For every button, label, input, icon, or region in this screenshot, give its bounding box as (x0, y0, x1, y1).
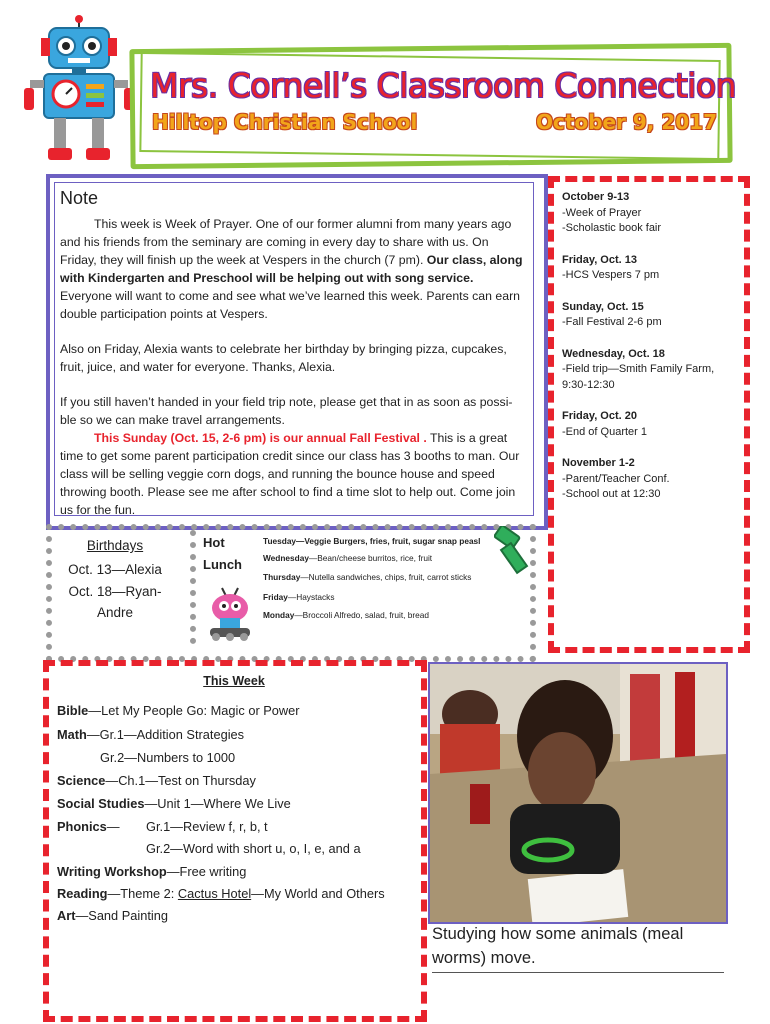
newsletter-date: October 9, 2017 (536, 110, 718, 134)
subject-text: —Ch.1—Test on Thursday (105, 773, 256, 788)
calendar-list (562, 190, 732, 519)
subject-science (57, 773, 256, 788)
lunch-item (263, 536, 480, 546)
lunch-food: —Bean/cheese burritos, rice, fruit (308, 553, 433, 563)
note-text: This is a great time to get some parent participation credit since our class has 3 booths to man. Our class will be selling veggie corn dogs, and running the bounce house and speed throwing booth. Please see me after school to find a time slot to help out. Come join us for the fun. (60, 431, 520, 517)
hot-label: Hot (203, 535, 225, 550)
calendar-event (562, 409, 732, 440)
calendar-event (562, 190, 732, 237)
subject-text: —Free writing (166, 864, 247, 879)
subject-phonics-gr1: Gr.1—Review f, r, b, t (146, 819, 268, 834)
note-red-text: This Sunday (Oct. 15, 2-6 pm) is our annual Fall Festival . (94, 431, 427, 445)
subject-reading (57, 886, 385, 901)
subject-art (57, 908, 168, 923)
hot-lunch-heading (203, 532, 242, 576)
subject-label: Bible (57, 703, 89, 718)
subject-label: Phonics (57, 819, 107, 834)
calendar-event-title: Friday, Oct. 13 (562, 253, 637, 266)
photo-illustration (430, 664, 726, 922)
lunch-day: Tuesday (263, 536, 297, 546)
school-name: Hilltop Christian School (152, 110, 418, 134)
this-week-title: This Week (203, 674, 265, 688)
calendar-event-detail: -End of Quarter 1 (562, 425, 647, 438)
calendar-event-detail: -Fall Festival 2-6 pm (562, 316, 662, 328)
newsletter-title: Mrs. Cornell’s Classroom Connection (150, 66, 737, 105)
subject-phonics (57, 819, 120, 834)
subject-text: —Sand Painting (75, 908, 168, 923)
subject-text: —Theme 2: (107, 886, 178, 901)
birthdays-heading: Birthdays (86, 538, 144, 553)
lunch-day: Monday (263, 610, 295, 620)
subject-label: Social Studies (57, 796, 145, 811)
calendar-event (562, 347, 732, 394)
subject-text: —Gr.1—Addition Strategies (86, 727, 245, 742)
lunch-food: —Haystacks (287, 592, 335, 602)
note-paragraph-festival (60, 429, 528, 519)
birthday-item: Andre (96, 605, 134, 620)
lunch-item (263, 592, 334, 602)
lunch-day: Wednesday (263, 553, 309, 563)
subject-phonics-gr2: Gr.2—Word with short u, o, I, e, and a (146, 841, 361, 856)
calendar-event (562, 300, 732, 331)
lunch-food: —Broccoli Alfredo, salad, fruit, bread (294, 610, 430, 620)
subject-math-gr2: Gr.2—Numbers to 1000 (100, 750, 236, 765)
note-text: This week is Week of Prayer. One of our former alumni from many years ago and his friends from the seminary are coming in every day to share with us. On Friday, they will finish up the week at Vespers in the church (7 pm). (60, 217, 512, 267)
note-paragraph-field-trip: If you still haven’t handed in your field trip note, please get that in as soon as possi-ble so we can make travel arrangements. (60, 395, 513, 427)
photo-caption: Studying how some animals (meal worms) move. (432, 925, 684, 967)
note-heading: Note (60, 188, 99, 208)
birthday-item: Oct. 18—Ryan- (68, 584, 162, 599)
subject-math (57, 727, 244, 742)
subject-label: Math (57, 727, 87, 742)
lunch-day: Friday (263, 592, 288, 602)
note-paragraph-birthday: Also on Friday, Alexia wants to celebrate her birthday by bringing pizza, cupcakes, fruit, juice, and water for everyone. Thanks, Alexia. (60, 342, 507, 374)
lunch-robot-illustration (202, 586, 258, 642)
classroom-photo (428, 662, 728, 924)
calendar-event (562, 253, 732, 284)
note-body (60, 215, 528, 519)
lunch-label: Lunch (203, 557, 242, 572)
lunch-food: —Nutella sandwiches, chips, fruit, carrot sticks (300, 572, 472, 582)
lunch-day: Thursday (263, 572, 301, 582)
subject-text: —My World and Others (251, 886, 385, 901)
robot-illustration (24, 14, 134, 164)
note-bold-text: Our class, along with Kindergarten and Preschool will be helping out with song service. (60, 253, 523, 285)
calendar-event-detail: -Field trip—Smith Family Farm, 9:30-12:30 (562, 363, 715, 391)
subject-text: —Unit 1—Where We Live (144, 796, 291, 811)
lunch-food: —Veggie Burgers, fries, fruit, sugar snap peasl (296, 536, 481, 546)
birthday-item: Oct. 13—Alexia (68, 562, 162, 577)
calendar-event-title: Friday, Oct. 20 (562, 410, 637, 422)
calendar-event-title: Wednesday, Oct. 18 (562, 347, 665, 360)
subject-social-studies (57, 796, 291, 811)
subject-text: — (106, 819, 120, 834)
subject-bible (57, 703, 300, 718)
calendar-event-title: Sunday, Oct. 15 (562, 300, 644, 313)
lunch-item (263, 553, 432, 563)
book-title: Cactus Hotel (177, 886, 252, 901)
bolt-icon (494, 526, 534, 576)
calendar-event-detail: -HCS Vespers 7 pm (562, 269, 660, 281)
caption-underline (432, 972, 724, 973)
calendar-event-title: October 9-13 (562, 191, 630, 203)
subject-label: Art (57, 908, 76, 923)
subject-label: Writing Workshop (57, 864, 167, 879)
subject-label: Reading (57, 886, 108, 901)
note-paragraph-prayer (60, 215, 528, 323)
subject-label: Science (57, 773, 106, 788)
calendar-event-detail: -Week of Prayer (562, 206, 642, 219)
lunch-item (263, 610, 429, 620)
subject-text: —Let My People Go: Magic or Power (88, 703, 300, 718)
calendar-event-title: November 1-2 (562, 457, 635, 469)
note-text: Everyone will want to come and see what we’ve learned this week. Parents can earn double participation points at Vespers. (60, 289, 521, 321)
birthday-lunch-divider (190, 530, 196, 644)
calendar-event-detail: -Parent/Teacher Conf. (562, 472, 670, 485)
calendar-event (562, 456, 732, 503)
calendar-event-detail: -Scholastic book fair (562, 222, 662, 234)
calendar-event-detail: -School out at 12:30 (562, 488, 661, 500)
lunch-item (263, 572, 471, 582)
subject-writing (57, 864, 246, 879)
